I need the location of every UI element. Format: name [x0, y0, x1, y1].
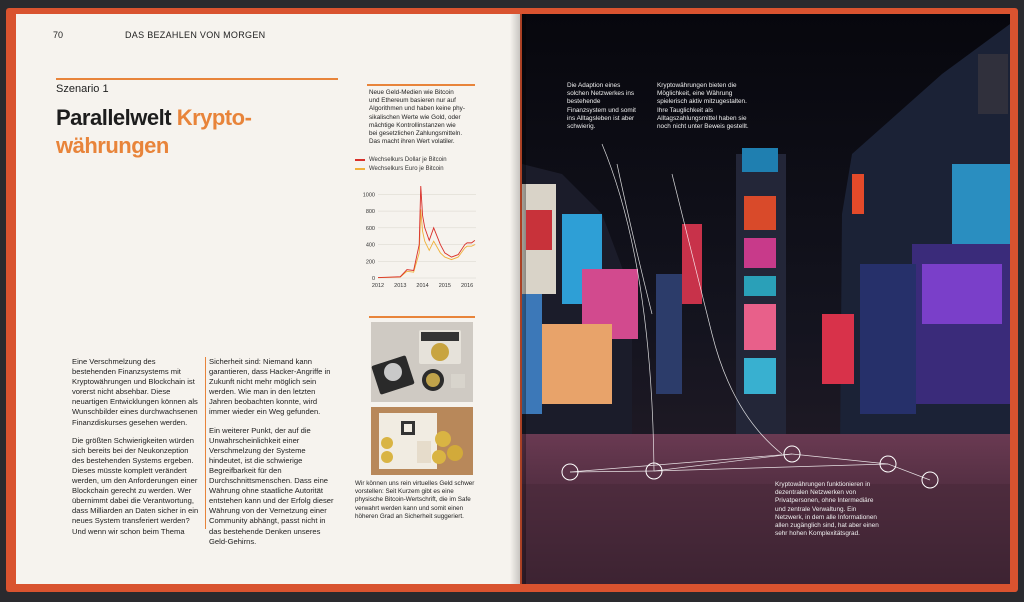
- body-column-1: [72, 357, 200, 545]
- series-line-euro: [378, 209, 475, 277]
- series-line-dollar: [378, 186, 475, 278]
- intro-text: [369, 89, 481, 146]
- x-tick-label: 2016: [460, 283, 474, 289]
- body-column-2: [209, 357, 337, 555]
- bitcoin-chart: [352, 180, 482, 300]
- legend-item-dollar: [355, 157, 447, 163]
- legend-label-euro: Wechselkurs Euro je Bitcoin: [369, 166, 444, 172]
- coin-card-photo: [371, 322, 473, 402]
- intro-line: mächtige Kontrollinstanzen wie: [369, 121, 456, 129]
- intro-line: Neue Geld-Medien wie Bitcoin: [369, 89, 454, 96]
- scenario-label: Szenario 1: [56, 83, 109, 95]
- y-tick-label: 600: [365, 225, 375, 232]
- page-title: [56, 104, 251, 160]
- intro-line: bei gesetzlichen Zahlungsmitteln.: [369, 130, 463, 138]
- legend-swatch-dollar: [355, 159, 365, 161]
- annotation-adoption: Die Adaption eines solchen Netzwerkes ins bestehende Finanzsystem und somit ins Alltagsleben ist aber schwierig.: [567, 82, 636, 131]
- body-paragraph: Sicherheit sind: Niemand kann garantieren, dass Hacker-Angriffe in Zukunft nicht mehr möglich sein werden. Wie man in den letzten Jahren beobachten konnte, wird immer wieder ein Weg gefunden.: [209, 357, 331, 417]
- sidebar-rule: [367, 84, 475, 86]
- photo-caption: Wir können uns rein virtuelles Geld schwer vorstellen: Seit Kurzem gibt es eine physische Bitcoin-Wertschrift, die im Safe verwahrt werden kann und somit einen höheren Grad an Sicherheit suggeriert.: [355, 480, 475, 520]
- body-paragraph: Die größten Schwierigkeiten würden sich bereits bei der Neukonzeption des bestehenden Systems ergeben. Dieses müsste komplett verändert werden, um den Anforderungen einer Blockchain gerecht zu werden. Wer übernimmt dabei die Verantwortung, dass Milliarden an Daten sicher in ein neues System transferiert werden? Und wenn wir schon beim Thema: [72, 435, 199, 536]
- intro-line: Algorithmen und haben keine phy-: [369, 105, 465, 113]
- y-tick-label: 0: [371, 276, 375, 282]
- title-accent-2: währungen: [56, 133, 169, 158]
- intro-line: sikalischen Werte wie Gold, oder: [369, 113, 461, 121]
- annotation-play: Kryptowährungen bieten die Möglichkeit, eine Währung spielerisch aktiv mitzugestalten. Ihre Tauglichkeit als Alltagszahlungsmittel haben sie noch nicht unter Beweis gestellt.: [657, 82, 749, 131]
- intro-line: und Ethereum basieren nur auf: [369, 97, 456, 105]
- y-tick-label: 400: [365, 242, 375, 249]
- running-head: DAS BEZAHLEN VON MORGEN: [125, 30, 266, 40]
- column-rule: [205, 357, 206, 529]
- paper-wallet-photo: [371, 407, 473, 475]
- chart-legend: [355, 157, 447, 175]
- body-paragraph: Eine Verschmelzung des bestehenden Finanzsystems mit Kryptowährungen und Blockchain ist vorerst nicht absehbar. Diese neuartigen Entwicklungen können als Wunschbilder eines durchwachsenen Finanzdiskurses gesehen werden.: [72, 357, 198, 427]
- x-tick-label: 2015: [438, 283, 451, 289]
- legend-item-euro: [355, 166, 447, 172]
- y-tick-label: 1000: [362, 192, 375, 199]
- x-tick-label: 2014: [416, 283, 429, 289]
- intro-line: Das macht ihren Wert volatiler.: [369, 138, 455, 146]
- y-tick-label: 200: [365, 259, 375, 266]
- photo-rule: [369, 316, 475, 318]
- page-number: 70: [53, 30, 64, 40]
- body-paragraph: Ein weiterer Punkt, der auf die Unwahrscheinlichkeit einer Verschmelzung der Systeme hindeutet, ist die schwierige Begreifbarkeit für den Durchschnittsmenschen. Dass eine Währung ohne staatliche Autorität entstehen kann und der Erfolg dieser Währung von der Vernetzung einer Community abhängt, passt nicht in das bestehende Denken unseres Geld-Gehirns.: [209, 425, 334, 546]
- x-tick-label: 2012: [371, 283, 385, 289]
- title-part1: Parallelwelt: [56, 105, 177, 130]
- heading-rule: [56, 78, 338, 80]
- title-accent: Krypto-: [176, 105, 252, 130]
- annotation-network: Kryptowährungen funktionieren in dezentralen Netzwerken von Privatpersonen, ohne Intermediäre und zentrale Verwaltung. Ein Netzwerk, in dem alle Informationen allen zugänglich sind, hat aber einen sehr hohen Komplexitätsgrad.: [775, 481, 879, 538]
- legend-swatch-euro: [355, 168, 365, 170]
- book-gutter: [510, 14, 526, 584]
- y-tick-label: 800: [365, 209, 375, 216]
- legend-label-dollar: Wechselkurs Dollar je Bitcoin: [369, 157, 447, 163]
- x-tick-label: 2013: [394, 283, 407, 289]
